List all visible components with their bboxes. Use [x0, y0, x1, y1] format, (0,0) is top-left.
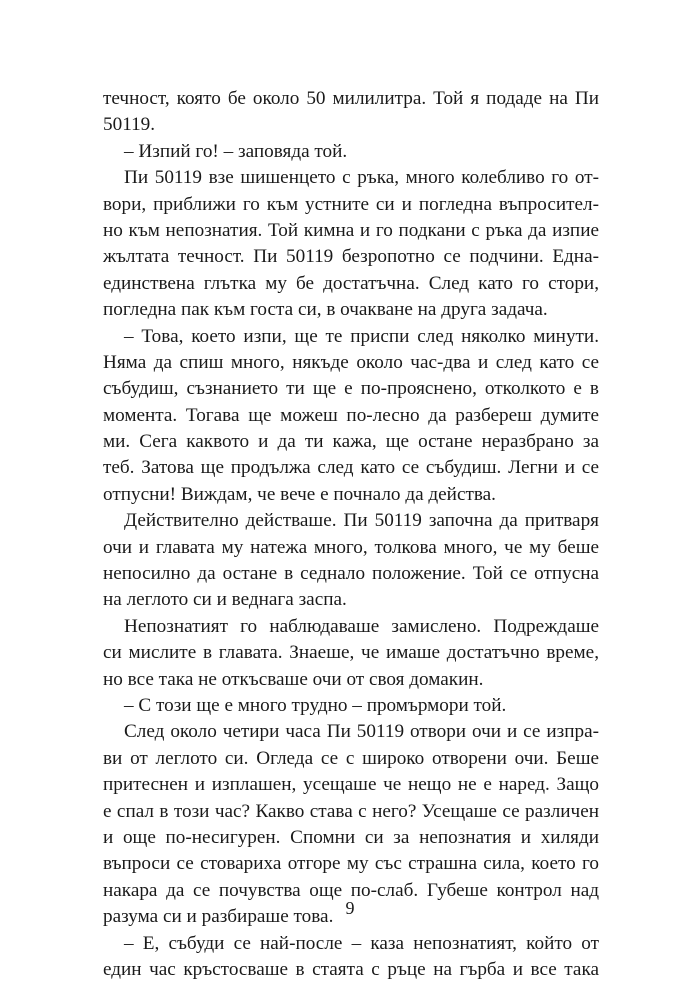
text-line: вори, приближи го към устните си и погледна въпросител- [103, 193, 599, 215]
text-line: събудиш, съзнанието ти ще е по-прояснено, отколкото е в [103, 378, 599, 400]
text-line: След около четири часа Пи 50119 отвори очи и се изпра- [124, 721, 599, 743]
text-line: погледна пак към госта си, в очакване на друга задача. [103, 299, 548, 321]
text-line: въпроси се стовариха отгоре му със страшна сила, което го [103, 853, 599, 875]
text-line: очи и главата му натежа много, толкова много, че му беше [103, 536, 599, 558]
text-line: момента. Тогава ще можеш по-лесно да разбереш думите [103, 404, 599, 426]
text-line: е спал в този час? Какво става с него? Усещаше се различен [103, 800, 599, 822]
text-line: накара да се почувства още по-слаб. Губеше контрол над [103, 879, 599, 901]
text-line: но все така не откъсваше очи от своя домакин. [103, 668, 484, 690]
text-line: жълтата течност. Пи 50119 безропотно се подчини. Една- [103, 246, 599, 268]
text-line: Няма да спиш много, някъде около час-два и след като се [103, 351, 599, 373]
page-body-text [103, 86, 599, 983]
text-line: – С този ще е много трудно – промърмори той. [124, 694, 507, 716]
text-line: един час кръстосваше в стаята с ръце на гърба и все така [103, 958, 599, 980]
text-line: 50119. [103, 114, 156, 136]
page-number: 9 [345, 898, 355, 918]
text-line: притеснен и изплашен, усещаше че нещо не е наред. Защо [103, 774, 599, 796]
text-line: – Изпий го! – заповяда той. [124, 140, 348, 162]
text-line: непосилно да остане в седнало положение. Той се отпусна [103, 563, 599, 585]
text-line: единствена глътка му бе достатъчна. След като го стори, [103, 272, 599, 294]
text-line: Действително действаше. Пи 50119 започна да притваря [124, 510, 599, 532]
text-line: отпусни! Виждам, че вече е почнало да действа. [103, 483, 496, 505]
text-line: Пи 50119 взе шишенцето с ръка, много колебливо го от- [124, 167, 599, 189]
text-line: разума си и разбираше това. [103, 906, 334, 928]
text-line: ми. Сега каквото и да ти кажа, ще остане неразбрано за [103, 431, 599, 453]
text-line: теб. Затова ще продължа след като се събудиш. Легни и се [103, 457, 599, 479]
text-line: – Е, събуди се най-после – каза непознатият, който от [124, 932, 599, 954]
text-line: ви от леглото си. Огледа се с широко отворени очи. Беше [103, 747, 599, 769]
text-line: си мислите в главата. Знаеше, че имаше достатъчно време, [103, 642, 599, 664]
text-line: и още по-несигурен. Спомни си за непознатия и хиляди [103, 826, 599, 848]
text-line: – Това, което изпи, ще те приспи след няколко минути. [124, 325, 599, 347]
text-line: на леглото си и веднага заспа. [103, 589, 347, 611]
text-line: Непознатият го наблюдаваше замислено. Подреждаше [124, 615, 599, 637]
text-line: но към непознатия. Той кимна и го подкани с ръка да изпие [103, 219, 599, 241]
text-line: течност, която бе около 50 милилитра. Той я подаде на Пи [103, 88, 599, 109]
